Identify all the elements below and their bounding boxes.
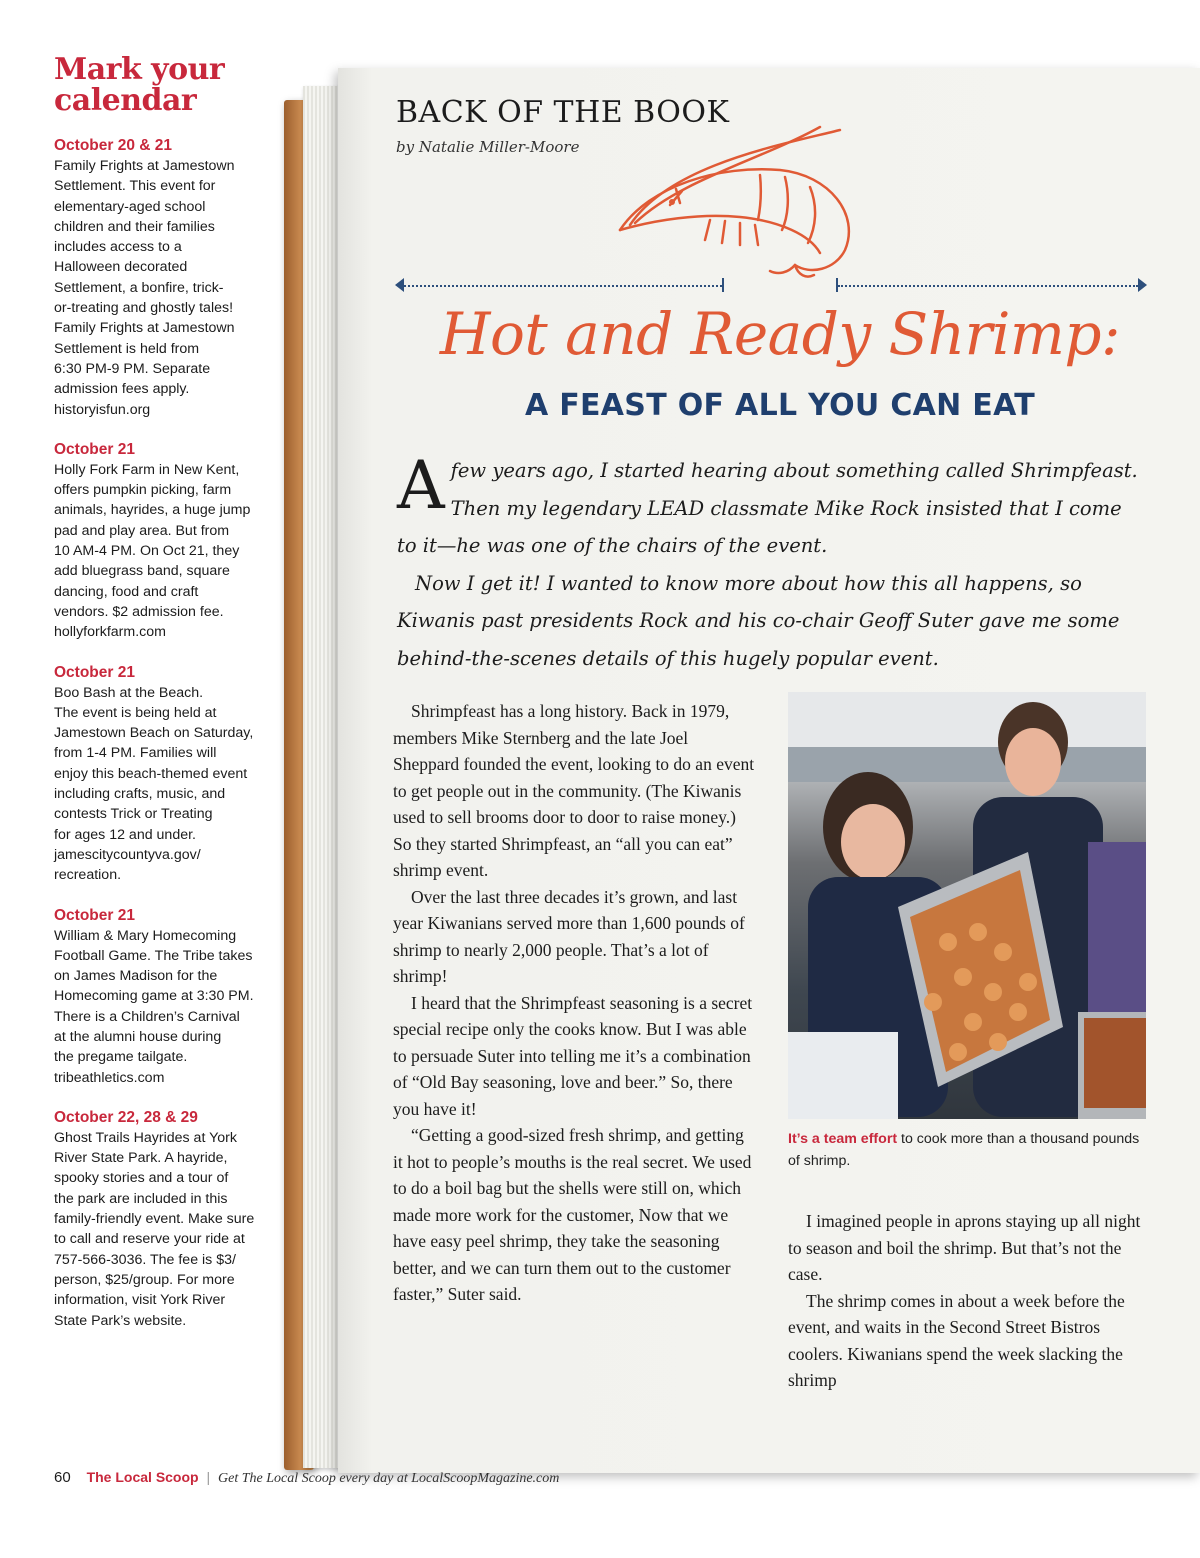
shrimp-illustration	[610, 125, 870, 280]
footer-tagline: Get The Local Scoop every day at LocalScoopMagazine.com	[218, 1471, 560, 1486]
divider-rule	[404, 285, 722, 287]
sidebar-title: Mark your calendar	[54, 52, 225, 118]
calendar-sidebar	[54, 54, 276, 1351]
event-description: William & Mary Homecoming Football Game. The Tribe takes on James Madison for the Homecoming game at 3:30 PM. There is a Children’s Carnival at the alumni house during the pregame tailgate. tribeathletics.com	[54, 927, 254, 1086]
body-column-left	[393, 698, 755, 1308]
article-photo	[788, 692, 1146, 1119]
event-date: October 21	[54, 440, 135, 458]
divider-rule	[838, 285, 1138, 287]
caption-text: to cook more than a thousand pounds of shrimp.	[788, 1131, 1140, 1169]
event-date: October 20 & 21	[54, 137, 173, 154]
article-byline: by Natalie Miller-Moore	[396, 138, 580, 156]
event-date: October 21	[54, 663, 135, 681]
intro-paragraph	[397, 447, 1142, 565]
intro-text: few years ago, I started hearing about something called Shrimpfeast. Then my legendary LEAD classmate Mike Rock insisted that I come to it—he was one of the chairs of the event.	[397, 459, 1138, 557]
left-arrow-ornament	[395, 278, 404, 292]
page-number: 60	[54, 1469, 71, 1486]
body-paragraph: Over the last three decades it’s grown, and last year Kiwanians served more than 1,600 pounds of shrimp to nearly 2,000 people. That’s a lot of shrimp!	[393, 886, 745, 986]
body-paragraph: I imagined people in aprons staying up all night to season and boil the shrimp. But that’s not the case.	[788, 1211, 1141, 1284]
event-item	[54, 136, 276, 420]
magazine-name: The Local Scoop	[86, 1469, 199, 1485]
book-page-stack	[303, 86, 343, 1468]
body-paragraph: Shrimpfeast has a long history. Back in 1979, members Mike Sternberg and the late Joel Sheppard founded the event, looking to do an event to get people out in the community. (The Kiwanis used to sell brooms door to door to raise money.) So they started Shrimpfeast, an “all you can eat” shrimp event.	[393, 701, 755, 880]
caption-lead: It’s a team effort	[788, 1131, 898, 1147]
photo-caption	[788, 1128, 1146, 1172]
body-paragraph: “Getting a good-sized fresh shrimp, and getting it hot to people’s mouths is the real secret. We used to do a boil bag but the shells were still on, which made more work for the customer, Now that we have easy peel shrimp, they take the seasoning better, and we can turn them out to the customer faster,” Suter said.	[393, 1125, 752, 1304]
event-item	[54, 1108, 276, 1331]
body-column-right	[788, 1208, 1144, 1394]
article-subhead: A FEAST OF ALL YOU CAN EAT	[524, 388, 1036, 423]
article-headline: Hot and Ready Shrimp:	[439, 300, 1121, 368]
article-intro	[397, 447, 1142, 677]
event-item	[54, 663, 276, 886]
intro-paragraph: Now I get it! I wanted to know more about how this all happens, so Kiwanis past presidents Rock and his co-chair Geoff Suter gave me some behind-the-scenes details of this hugely popular event.	[397, 571, 1120, 670]
right-arrow-ornament	[1138, 278, 1147, 292]
event-item	[54, 906, 276, 1088]
footer-separator: |	[206, 1469, 211, 1485]
event-description: Family Frights at Jamestown Settlement. This event for elementary-aged school children and their families includes access to a Halloween decorated Settlement, a bonfire, trick- or-treating and ghostly tales! Family Frights at Jamestown Settlement is held from 6:30 PM-9 PM. Separate admission fees apply. historyisfun.org	[54, 158, 235, 418]
event-item	[54, 440, 276, 643]
drop-cap: A	[397, 447, 445, 524]
body-paragraph: I heard that the Shrimpfeast seasoning is a secret special recipe only the cooks know. But I was able to persuade Suter into telling me it’s a combination of “Old Bay seasoning, love and beer.” So, there you have it!	[393, 992, 753, 1119]
page-footer	[54, 1469, 559, 1487]
event-description: Holly Fork Farm in New Kent, offers pumpkin picking, farm animals, hayrides, a huge jump pad and play area. But from 10 AM-4 PM. On Oct 21, they add bluegrass band, square dancing, food and craft vendors. $2 admission fee. hollyforkfarm.com	[54, 461, 251, 641]
body-paragraph: The shrimp comes in about a week before the event, and waits in the Second Street Bistros coolers. Kiwanians spend the week slacking the shrimp	[788, 1290, 1125, 1390]
event-description: Ghost Trails Hayrides at York River State Park. A hayride, spooky stories and a tour of the park are included in this family-friendly event. Make sure to call and reserve your ride at 757-566-3036. The fee is $3/ person, $25/group. For more information, visit York River State Park’s website.	[54, 1129, 255, 1329]
event-description: Boo Bash at the Beach. The event is being held at Jamestown Beach on Saturday, from 1-4 PM. Families will enjoy this beach-themed event including crafts, music, and contests Trick or Treating for ages 12 and under. jamescitycountyva.gov/ recreation.	[54, 684, 254, 884]
divider-tick	[722, 278, 724, 292]
event-date: October 21	[54, 906, 135, 924]
event-date: October 22, 28 & 29	[54, 1108, 198, 1126]
section-label: BACK OF THE BOOK	[396, 95, 730, 130]
